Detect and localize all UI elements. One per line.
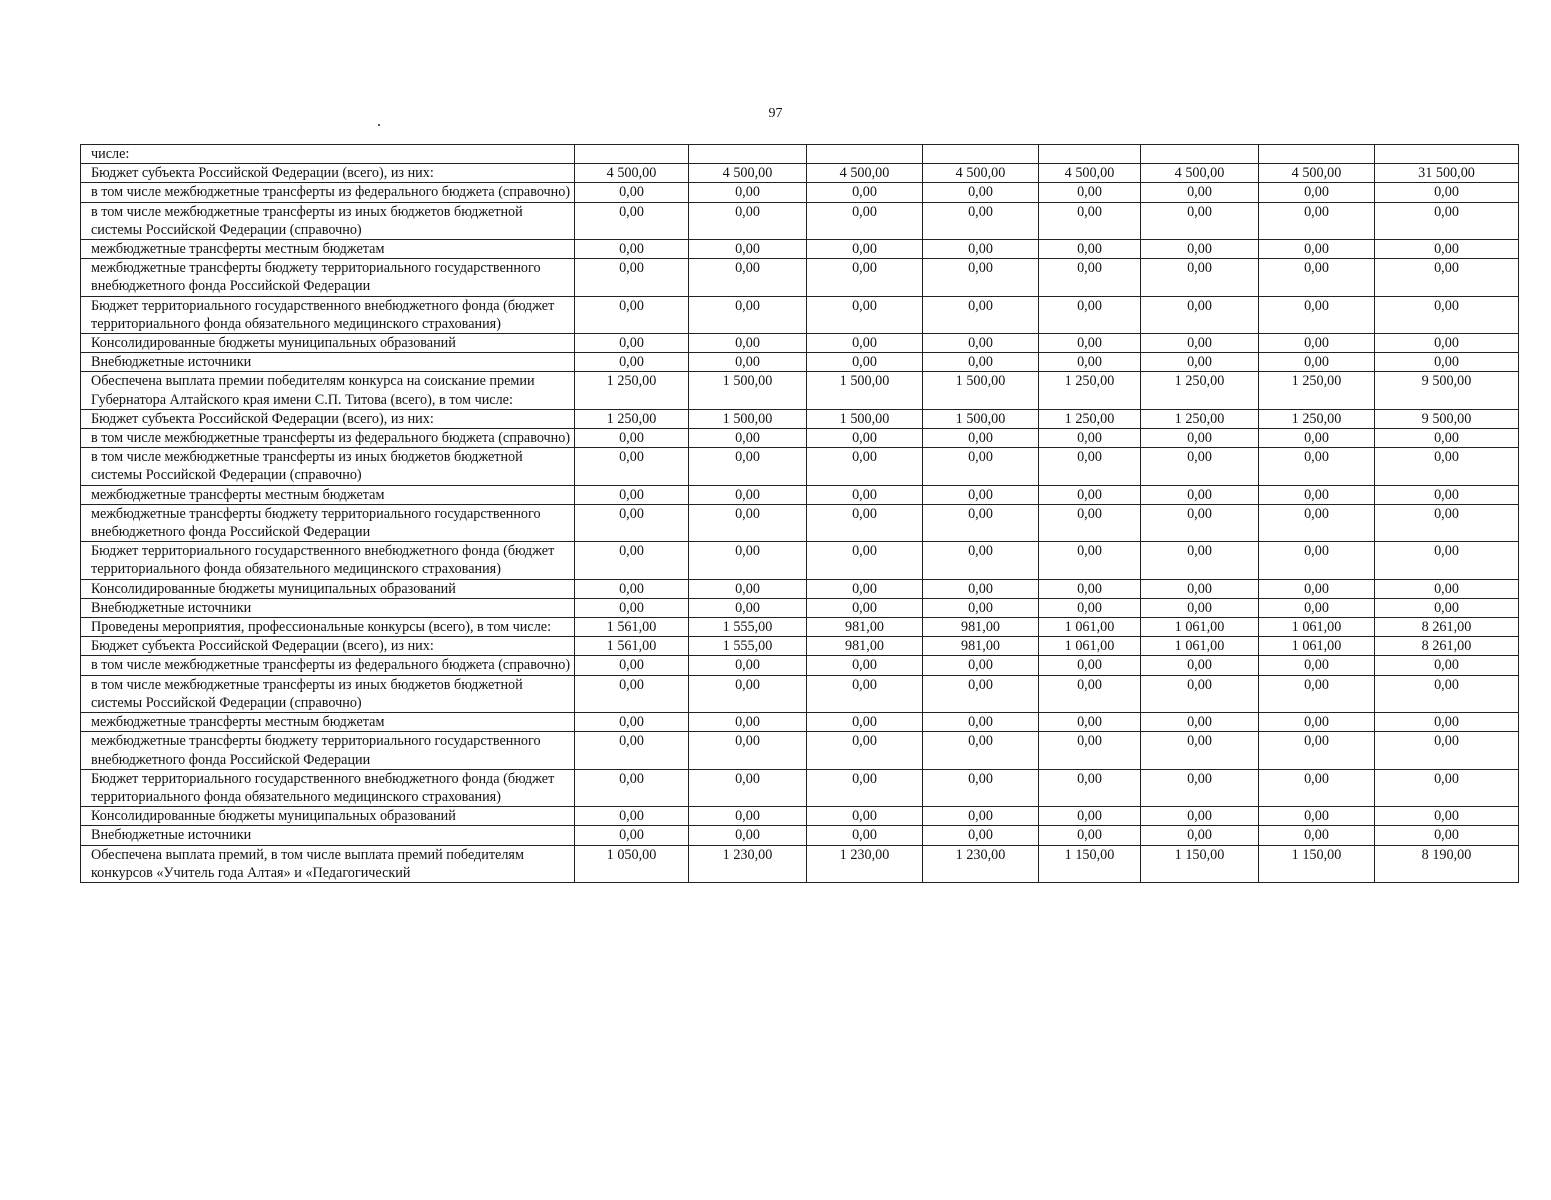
value-cell: 0,00 [1039, 448, 1141, 485]
table-row [81, 296, 1519, 333]
value-cell: 0,00 [923, 732, 1039, 769]
value-cell: 0,00 [1375, 334, 1519, 353]
value-cell: 0,00 [923, 485, 1039, 504]
value-cell: 0,00 [575, 448, 689, 485]
value-cell: 0,00 [1375, 732, 1519, 769]
value-cell: 0,00 [807, 656, 923, 675]
value-cell: 0,00 [575, 429, 689, 448]
table-row [81, 259, 1519, 296]
value-cell: 0,00 [1259, 675, 1375, 712]
table-body [81, 145, 1519, 883]
value-cell: 0,00 [575, 240, 689, 259]
row-label: Бюджет субъекта Российской Федерации (всего), из них: [81, 409, 575, 428]
value-cell: 9 500,00 [1375, 372, 1519, 409]
value-cell [1039, 145, 1141, 164]
value-cell: 0,00 [689, 429, 807, 448]
value-cell: 0,00 [689, 579, 807, 598]
value-cell: 0,00 [1039, 542, 1141, 579]
value-cell: 0,00 [1259, 732, 1375, 769]
value-cell: 0,00 [1039, 769, 1141, 806]
value-cell: 0,00 [923, 429, 1039, 448]
value-cell: 0,00 [1039, 504, 1141, 541]
value-cell: 0,00 [1375, 598, 1519, 617]
value-cell: 0,00 [575, 732, 689, 769]
value-cell: 981,00 [807, 618, 923, 637]
value-cell: 0,00 [807, 429, 923, 448]
row-label: в том числе межбюджетные трансферты из иных бюджетов бюджетной системы Российской Федерации (справочно) [81, 448, 575, 485]
value-cell: 0,00 [575, 485, 689, 504]
value-cell: 0,00 [1259, 334, 1375, 353]
value-cell: 4 500,00 [807, 164, 923, 183]
row-label: числе: [81, 145, 575, 164]
value-cell: 981,00 [807, 637, 923, 656]
budget-table [80, 144, 1519, 883]
value-cell: 1 250,00 [1259, 409, 1375, 428]
value-cell: 0,00 [575, 542, 689, 579]
value-cell: 0,00 [1259, 202, 1375, 239]
value-cell: 0,00 [1141, 656, 1259, 675]
table-row [81, 618, 1519, 637]
value-cell: 0,00 [1375, 656, 1519, 675]
value-cell: 0,00 [1259, 485, 1375, 504]
value-cell: 1 500,00 [689, 409, 807, 428]
value-cell: 0,00 [1141, 542, 1259, 579]
value-cell: 1 250,00 [575, 409, 689, 428]
value-cell: 0,00 [575, 826, 689, 845]
table-row [81, 807, 1519, 826]
value-cell: 0,00 [1039, 429, 1141, 448]
value-cell: 0,00 [1039, 807, 1141, 826]
table-row [81, 409, 1519, 428]
value-cell: 0,00 [923, 504, 1039, 541]
value-cell: 0,00 [1141, 485, 1259, 504]
value-cell: 1 150,00 [1141, 845, 1259, 882]
value-cell: 0,00 [1375, 826, 1519, 845]
value-cell: 1 230,00 [689, 845, 807, 882]
value-cell: 1 250,00 [575, 372, 689, 409]
value-cell: 0,00 [689, 504, 807, 541]
value-cell: 1 061,00 [1039, 618, 1141, 637]
row-label: межбюджетные трансферты бюджету территориального государственного внебюджетного фонда Российской Федерации [81, 504, 575, 541]
value-cell: 0,00 [1039, 675, 1141, 712]
row-label: Бюджет территориального государственного внебюджетного фонда (бюджет территориального фонда обязательного медицинского страхования) [81, 542, 575, 579]
value-cell: 0,00 [575, 713, 689, 732]
value-cell: 0,00 [1141, 353, 1259, 372]
value-cell: 1 230,00 [807, 845, 923, 882]
table-row [81, 675, 1519, 712]
value-cell: 0,00 [923, 353, 1039, 372]
value-cell: 0,00 [807, 542, 923, 579]
table-row [81, 164, 1519, 183]
value-cell: 0,00 [1039, 183, 1141, 202]
value-cell: 0,00 [1141, 296, 1259, 333]
value-cell: 0,00 [1141, 826, 1259, 845]
table-row [81, 713, 1519, 732]
row-label: межбюджетные трансферты бюджету территориального государственного внебюджетного фонда Российской Федерации [81, 259, 575, 296]
value-cell: 1 230,00 [923, 845, 1039, 882]
value-cell: 0,00 [575, 504, 689, 541]
value-cell: 1 555,00 [689, 618, 807, 637]
value-cell: 0,00 [1259, 240, 1375, 259]
value-cell: 0,00 [923, 296, 1039, 333]
value-cell: 4 500,00 [689, 164, 807, 183]
value-cell: 1 150,00 [1259, 845, 1375, 882]
table-row [81, 202, 1519, 239]
row-label: Бюджет субъекта Российской Федерации (всего), из них: [81, 164, 575, 183]
value-cell: 0,00 [807, 579, 923, 598]
value-cell: 0,00 [1259, 448, 1375, 485]
value-cell: 0,00 [807, 504, 923, 541]
value-cell: 0,00 [689, 353, 807, 372]
value-cell: 1 561,00 [575, 637, 689, 656]
value-cell: 0,00 [923, 183, 1039, 202]
table-row [81, 656, 1519, 675]
value-cell: 0,00 [923, 713, 1039, 732]
value-cell: 0,00 [1259, 579, 1375, 598]
value-cell: 0,00 [1039, 202, 1141, 239]
value-cell: 0,00 [923, 807, 1039, 826]
value-cell: 0,00 [689, 259, 807, 296]
row-label: Бюджет территориального государственного внебюджетного фонда (бюджет территориального фонда обязательного медицинского страхования) [81, 769, 575, 806]
value-cell: 0,00 [807, 296, 923, 333]
value-cell: 0,00 [689, 732, 807, 769]
value-cell: 0,00 [1259, 296, 1375, 333]
value-cell: 0,00 [923, 656, 1039, 675]
value-cell: 1 500,00 [807, 409, 923, 428]
value-cell: 0,00 [1375, 675, 1519, 712]
row-label: Консолидированные бюджеты муниципальных образований [81, 334, 575, 353]
table-row [81, 485, 1519, 504]
value-cell [807, 145, 923, 164]
value-cell: 0,00 [1375, 429, 1519, 448]
value-cell: 1 061,00 [1039, 637, 1141, 656]
value-cell: 0,00 [1259, 713, 1375, 732]
value-cell: 0,00 [689, 807, 807, 826]
row-label: Бюджет субъекта Российской Федерации (всего), из них: [81, 637, 575, 656]
value-cell: 0,00 [1375, 579, 1519, 598]
value-cell: 0,00 [689, 769, 807, 806]
value-cell: 0,00 [575, 259, 689, 296]
value-cell: 4 500,00 [1039, 164, 1141, 183]
value-cell: 0,00 [1375, 504, 1519, 541]
value-cell: 0,00 [1141, 183, 1259, 202]
value-cell: 0,00 [807, 713, 923, 732]
value-cell [1259, 145, 1375, 164]
value-cell: 1 500,00 [923, 372, 1039, 409]
value-cell: 0,00 [1039, 485, 1141, 504]
value-cell: 1 250,00 [1259, 372, 1375, 409]
value-cell: 0,00 [807, 732, 923, 769]
value-cell: 0,00 [923, 334, 1039, 353]
value-cell: 0,00 [689, 485, 807, 504]
value-cell: 0,00 [689, 202, 807, 239]
value-cell: 0,00 [1141, 807, 1259, 826]
value-cell: 8 261,00 [1375, 618, 1519, 637]
value-cell: 0,00 [575, 183, 689, 202]
table-row [81, 542, 1519, 579]
value-cell: 0,00 [1375, 296, 1519, 333]
value-cell: 0,00 [689, 334, 807, 353]
value-cell: 981,00 [923, 618, 1039, 637]
value-cell: 0,00 [1375, 259, 1519, 296]
value-cell: 0,00 [807, 448, 923, 485]
value-cell: 0,00 [1039, 656, 1141, 675]
table-row [81, 353, 1519, 372]
value-cell: 0,00 [689, 448, 807, 485]
value-cell: 0,00 [1375, 202, 1519, 239]
value-cell: 1 561,00 [575, 618, 689, 637]
table-row [81, 769, 1519, 806]
value-cell: 0,00 [1375, 485, 1519, 504]
value-cell: 0,00 [807, 334, 923, 353]
value-cell: 0,00 [689, 542, 807, 579]
row-label: Консолидированные бюджеты муниципальных образований [81, 807, 575, 826]
table-row [81, 826, 1519, 845]
table-row [81, 334, 1519, 353]
value-cell: 0,00 [807, 183, 923, 202]
value-cell: 0,00 [575, 675, 689, 712]
value-cell: 0,00 [1259, 429, 1375, 448]
value-cell: 0,00 [923, 542, 1039, 579]
value-cell: 0,00 [1141, 429, 1259, 448]
value-cell: 0,00 [1375, 183, 1519, 202]
value-cell: 0,00 [575, 656, 689, 675]
value-cell: 0,00 [1039, 732, 1141, 769]
value-cell: 0,00 [1039, 598, 1141, 617]
value-cell: 1 250,00 [1141, 409, 1259, 428]
row-label: межбюджетные трансферты местным бюджетам [81, 240, 575, 259]
value-cell [923, 145, 1039, 164]
row-label: Проведены мероприятия, профессиональные конкурсы (всего), в том числе: [81, 618, 575, 637]
value-cell: 1 050,00 [575, 845, 689, 882]
value-cell: 0,00 [1375, 448, 1519, 485]
value-cell: 1 061,00 [1141, 618, 1259, 637]
value-cell: 0,00 [1259, 259, 1375, 296]
value-cell: 0,00 [807, 240, 923, 259]
value-cell: 0,00 [807, 353, 923, 372]
value-cell: 0,00 [1259, 598, 1375, 617]
value-cell: 0,00 [1141, 259, 1259, 296]
table-row [81, 183, 1519, 202]
value-cell: 0,00 [1375, 353, 1519, 372]
value-cell: 0,00 [923, 826, 1039, 845]
value-cell: 0,00 [575, 769, 689, 806]
value-cell: 0,00 [575, 807, 689, 826]
value-cell: 4 500,00 [1259, 164, 1375, 183]
value-cell: 0,00 [1375, 769, 1519, 806]
value-cell: 1 250,00 [1141, 372, 1259, 409]
value-cell: 1 250,00 [1039, 372, 1141, 409]
value-cell: 1 061,00 [1141, 637, 1259, 656]
row-label: Консолидированные бюджеты муниципальных образований [81, 579, 575, 598]
row-label: в том числе межбюджетные трансферты из иных бюджетов бюджетной системы Российской Федерации (справочно) [81, 202, 575, 239]
row-label: Внебюджетные источники [81, 598, 575, 617]
value-cell: 0,00 [1259, 769, 1375, 806]
value-cell: 1 555,00 [689, 637, 807, 656]
value-cell: 0,00 [1141, 675, 1259, 712]
row-label: Внебюджетные источники [81, 353, 575, 372]
value-cell: 0,00 [1141, 579, 1259, 598]
value-cell: 0,00 [1039, 826, 1141, 845]
value-cell: 1 250,00 [1039, 409, 1141, 428]
row-label: в том числе межбюджетные трансферты из иных бюджетов бюджетной системы Российской Федерации (справочно) [81, 675, 575, 712]
value-cell: 0,00 [1141, 598, 1259, 617]
value-cell: 0,00 [1259, 826, 1375, 845]
value-cell: 31 500,00 [1375, 164, 1519, 183]
table-row [81, 372, 1519, 409]
value-cell: 4 500,00 [1141, 164, 1259, 183]
value-cell: 8 190,00 [1375, 845, 1519, 882]
value-cell: 0,00 [1141, 202, 1259, 239]
value-cell: 0,00 [575, 202, 689, 239]
value-cell: 0,00 [1039, 579, 1141, 598]
row-label: межбюджетные трансферты местным бюджетам [81, 485, 575, 504]
value-cell: 0,00 [1141, 713, 1259, 732]
value-cell: 0,00 [923, 259, 1039, 296]
table-row [81, 429, 1519, 448]
value-cell: 0,00 [689, 656, 807, 675]
value-cell: 1 061,00 [1259, 618, 1375, 637]
value-cell: 1 500,00 [923, 409, 1039, 428]
value-cell: 0,00 [1141, 732, 1259, 769]
value-cell: 0,00 [807, 598, 923, 617]
value-cell: 1 500,00 [807, 372, 923, 409]
value-cell: 0,00 [575, 334, 689, 353]
row-label: в том числе межбюджетные трансферты из федерального бюджета (справочно) [81, 429, 575, 448]
value-cell: 0,00 [1141, 240, 1259, 259]
table-row [81, 145, 1519, 164]
value-cell: 0,00 [575, 598, 689, 617]
table-row [81, 732, 1519, 769]
value-cell: 0,00 [1039, 353, 1141, 372]
value-cell: 0,00 [1141, 334, 1259, 353]
value-cell: 0,00 [923, 598, 1039, 617]
table-row [81, 637, 1519, 656]
value-cell: 0,00 [689, 240, 807, 259]
value-cell: 0,00 [1375, 713, 1519, 732]
value-cell: 0,00 [575, 296, 689, 333]
row-label: межбюджетные трансферты местным бюджетам [81, 713, 575, 732]
value-cell: 1 500,00 [689, 372, 807, 409]
page-number: 97 [768, 106, 783, 121]
row-label: Обеспечена выплата премии победителям конкурса на соискание премии Губернатора Алтайского края имени С.П. Титова (всего), в том числе: [81, 372, 575, 409]
value-cell: 4 500,00 [575, 164, 689, 183]
value-cell [689, 145, 807, 164]
value-cell: 0,00 [807, 259, 923, 296]
value-cell: 0,00 [575, 353, 689, 372]
value-cell: 0,00 [575, 579, 689, 598]
value-cell [1375, 145, 1519, 164]
table-row [81, 504, 1519, 541]
value-cell [575, 145, 689, 164]
value-cell: 0,00 [1141, 448, 1259, 485]
value-cell: 0,00 [689, 713, 807, 732]
value-cell: 0,00 [1259, 656, 1375, 675]
value-cell: 0,00 [1375, 542, 1519, 579]
value-cell [1141, 145, 1259, 164]
value-cell: 0,00 [1039, 259, 1141, 296]
value-cell: 0,00 [1141, 504, 1259, 541]
table-row [81, 448, 1519, 485]
value-cell: 0,00 [1375, 240, 1519, 259]
value-cell: 0,00 [923, 579, 1039, 598]
row-label: в том числе межбюджетные трансферты из федерального бюджета (справочно) [81, 656, 575, 675]
table-row [81, 845, 1519, 882]
table-row [81, 579, 1519, 598]
value-cell: 0,00 [1039, 713, 1141, 732]
table-row [81, 240, 1519, 259]
value-cell: 0,00 [807, 769, 923, 806]
value-cell: 0,00 [1039, 240, 1141, 259]
table-row [81, 598, 1519, 617]
value-cell: 0,00 [1259, 807, 1375, 826]
value-cell: 0,00 [807, 807, 923, 826]
value-cell: 0,00 [807, 826, 923, 845]
value-cell: 0,00 [1259, 353, 1375, 372]
value-cell: 0,00 [1259, 504, 1375, 541]
value-cell: 0,00 [807, 675, 923, 712]
value-cell: 0,00 [1141, 769, 1259, 806]
row-label: Обеспечена выплата премий, в том числе выплата премий победителям конкурсов «Учитель года Алтая» и «Педагогический [81, 845, 575, 882]
scan-speck [378, 124, 380, 126]
row-label: в том числе межбюджетные трансферты из федерального бюджета (справочно) [81, 183, 575, 202]
row-label: Внебюджетные источники [81, 826, 575, 845]
value-cell: 4 500,00 [923, 164, 1039, 183]
row-label: Бюджет территориального государственного внебюджетного фонда (бюджет территориального фонда обязательного медицинского страхования) [81, 296, 575, 333]
value-cell: 0,00 [1039, 296, 1141, 333]
value-cell: 981,00 [923, 637, 1039, 656]
value-cell: 0,00 [689, 183, 807, 202]
value-cell: 0,00 [923, 202, 1039, 239]
value-cell: 0,00 [923, 675, 1039, 712]
value-cell: 0,00 [923, 448, 1039, 485]
value-cell: 9 500,00 [1375, 409, 1519, 428]
value-cell: 1 061,00 [1259, 637, 1375, 656]
value-cell: 0,00 [689, 675, 807, 712]
value-cell: 0,00 [923, 769, 1039, 806]
row-label: межбюджетные трансферты бюджету территориального государственного внебюджетного фонда Российской Федерации [81, 732, 575, 769]
value-cell: 0,00 [807, 485, 923, 504]
value-cell: 0,00 [1259, 542, 1375, 579]
value-cell: 0,00 [689, 296, 807, 333]
value-cell: 0,00 [807, 202, 923, 239]
value-cell: 0,00 [689, 598, 807, 617]
value-cell: 0,00 [689, 826, 807, 845]
value-cell: 1 150,00 [1039, 845, 1141, 882]
value-cell: 0,00 [923, 240, 1039, 259]
value-cell: 8 261,00 [1375, 637, 1519, 656]
value-cell: 0,00 [1375, 807, 1519, 826]
value-cell: 0,00 [1259, 183, 1375, 202]
value-cell: 0,00 [1039, 334, 1141, 353]
